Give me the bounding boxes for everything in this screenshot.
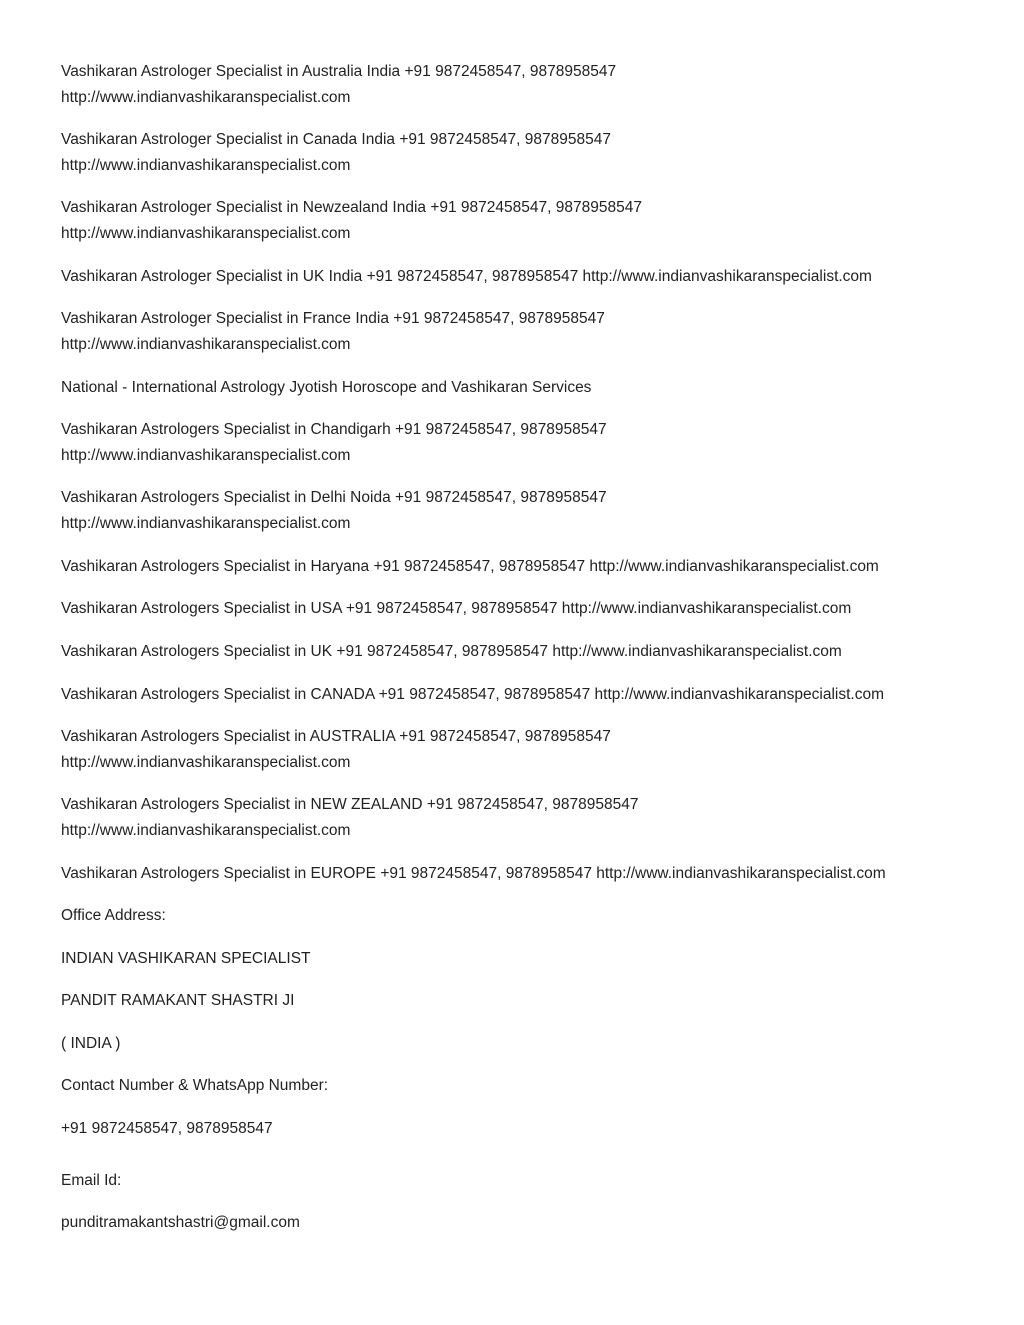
text-line: Vashikaran Astrologers Specialist in EUROPE +91 9872458547, 9878958547 http://www.indianvashikaranspecialist.com [61,865,886,882]
url-line: http://www.indianvashikaranspecialist.com [61,822,351,839]
paragraph [61,306,1001,358]
text-line: Vashikaran Astrologers Specialist in Delhi Noida +91 9872458547, 9878958547 [61,489,607,506]
text-line: Vashikaran Astrologers Specialist in UK +91 9872458547, 9878958547 http://www.indianvashikaranspecialist.com [61,643,842,660]
contact-number-label [61,1073,1001,1099]
text-line: Vashikaran Astrologer Specialist in Australia India +91 9872458547, 9878958547 [61,63,617,80]
paragraph [61,639,1001,665]
text-line: +91 9872458547, 9878958547 [61,1120,273,1137]
text-line: Vashikaran Astrologer Specialist in Newzealand India +91 9872458547, 9878958547 [61,199,642,216]
text-line: punditramakantshastri@gmail.com [61,1214,300,1231]
text-line: Vashikaran Astrologers Specialist in AUSTRALIA +91 9872458547, 9878958547 [61,728,611,745]
paragraph [61,264,1001,290]
url-line: http://www.indianvashikaranspecialist.com [61,754,351,771]
office-address-label [61,903,1001,929]
paragraph [61,375,1001,401]
paragraph [61,127,1001,179]
paragraph [61,417,1001,469]
text-line: Vashikaran Astrologer Specialist in UK India +91 9872458547, 9878958547 http://www.indianvashikaranspecialist.com [61,268,872,285]
text-line: Vashikaran Astrologer Specialist in Canada India +91 9872458547, 9878958547 [61,131,611,148]
url-line: http://www.indianvashikaranspecialist.com [61,336,351,353]
text-line: ( INDIA ) [61,1035,121,1052]
text-line: Vashikaran Astrologer Specialist in France India +91 9872458547, 9878958547 [61,310,605,327]
text-line: Vashikaran Astrologers Specialist in Haryana +91 9872458547, 9878958547 http://www.indianvashikaranspecialist.com [61,558,879,575]
text-line: National - International Astrology Jyotish Horoscope and Vashikaran Services [61,379,592,396]
url-line: http://www.indianvashikaranspecialist.com [61,515,351,532]
text-line: PANDIT RAMAKANT SHASTRI JI [61,992,295,1009]
text-line: Vashikaran Astrologers Specialist in CANADA +91 9872458547, 9878958547 http://www.indianvashikaranspecialist.com [61,686,884,703]
url-line: http://www.indianvashikaranspecialist.com [61,89,351,106]
email-address [61,1210,1001,1236]
country [61,1031,1001,1057]
paragraph [61,861,1001,887]
paragraph [61,596,1001,622]
company-name [61,946,1001,972]
paragraph [61,485,1001,537]
paragraph [61,554,1001,580]
text-line: Vashikaran Astrologers Specialist in USA +91 9872458547, 9878958547 http://www.indianvashikaranspecialist.com [61,600,852,617]
email-label [61,1168,1001,1194]
url-line: http://www.indianvashikaranspecialist.com [61,157,351,174]
text-line: Vashikaran Astrologers Specialist in NEW ZEALAND +91 9872458547, 9878958547 [61,796,639,813]
paragraph [61,195,1001,247]
text-line: Vashikaran Astrologers Specialist in Chandigarh +91 9872458547, 9878958547 [61,421,607,438]
paragraph [61,724,1001,776]
url-line: http://www.indianvashikaranspecialist.com [61,225,351,242]
paragraph [61,59,1001,111]
url-line: http://www.indianvashikaranspecialist.com [61,447,351,464]
text-line: Contact Number & WhatsApp Number: [61,1077,329,1094]
text-line: Email Id: [61,1172,122,1189]
text-line: INDIAN VASHIKARAN SPECIALIST [61,950,311,967]
text-line: Office Address: [61,907,166,924]
paragraph [61,682,1001,708]
person-name [61,988,1001,1014]
contact-number [61,1116,1001,1142]
paragraph [61,792,1001,844]
